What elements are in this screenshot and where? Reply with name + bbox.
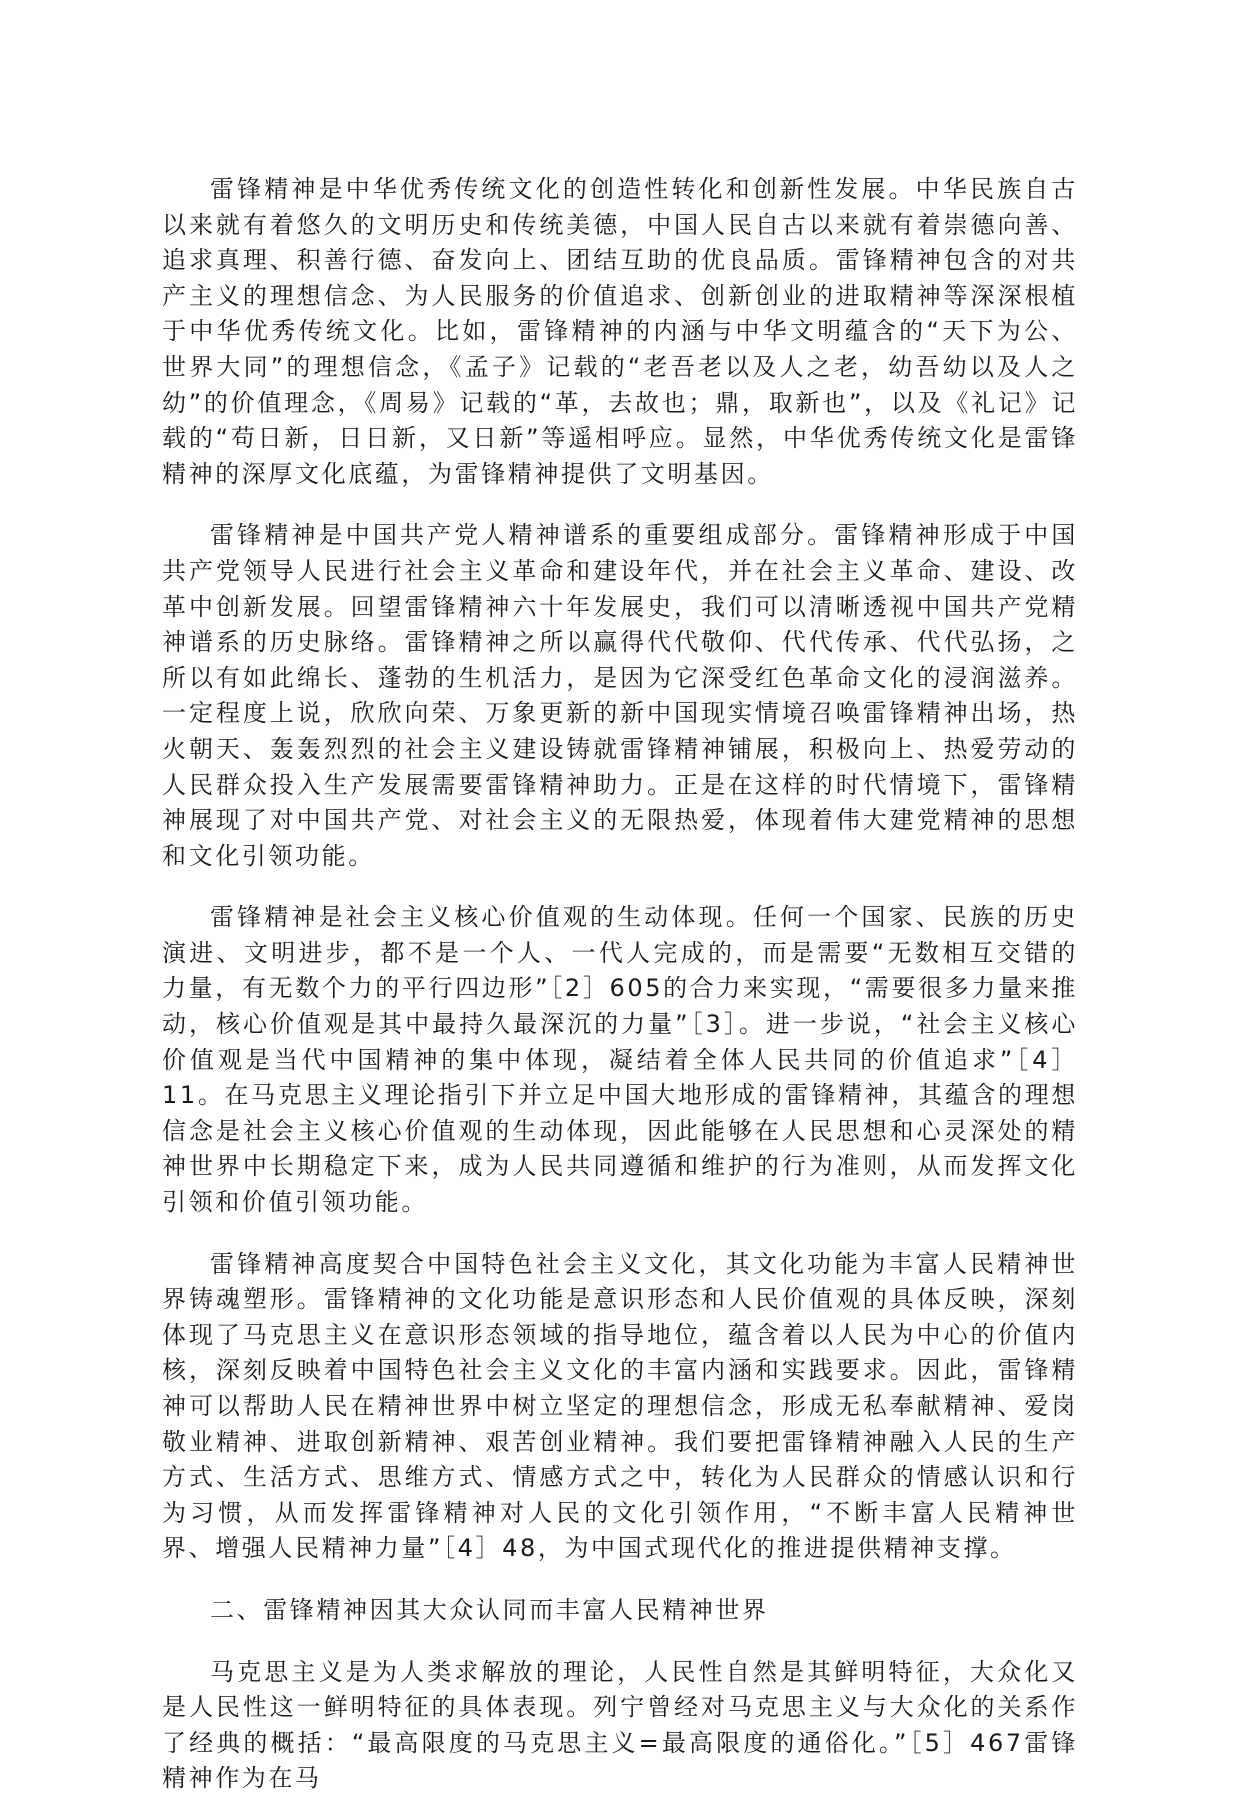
paragraph-core-values: 雷锋精神是社会主义核心价值观的生动体现。任何一个国家、民族的历史演进、文明进步，都不是一个人、一代人完成的，而是需要“无数相互交错的力量，有无数个力的平行四边形”［2］605的合力来实现，“需要很多力量来推动，核心价值观是其中最持久最深沉的力量”［3］。进一步说，“社会主义核心价值观是当代中国精神的集中体现，凝结着全体人民共同的价值追求”［4］11。在马克思主义理论指引下并立足中国大地形成的雷锋精神，其蕴含的理想信念是社会主义核心价值观的生动体现，因此能够在人民思想和心灵深处的精神世界中长期稳定下来，成为人民共同遵循和维护的行为准则，从而发挥文化引领和价值引领功能。 <box>162 903 1078 1217</box>
paragraph-party-spirit: 雷锋精神是中国共产党人精神谱系的重要组成部分。雷锋精神形成于中国共产党领导人民进行社会主义革命和建设年代，并在社会主义革命、建设、改革中创新发展。回望雷锋精神六十年发展史，我们可以清晰透视中国共产党精神谱系的历史脉络。雷锋精神之所以赢得代代敬仰、代代传承、代代弘扬，之所以有如此绵长、蓬勃的生机活力，是因为它深受红色革命文化的浸润滋养。一定程度上说，欣欣向荣、万象更新的新中国现实情境召唤雷锋精神出场，热火朝天、轰轰烈烈的社会主义建设铸就雷锋精神铺展，积极向上、热爱劳动的人民群众投入生产发展需要雷锋精神助力。正是在这样的时代情境下，雷锋精神展现了对中国共产党、对社会主义的无限热爱，体现着伟大建党精神的思想和文化引领功能。 <box>162 521 1078 870</box>
paragraph-marxism-popularization: 马克思主义是为人类求解放的理论，人民性自然是其鲜明特征，大众化又是人民性这一鲜明特征的具体表现。列宁曾经对马克思主义与大众化的关系作了经典的概括：“最高限度的马克思主义=最高限度的通俗化。”［5］467雷锋精神作为在马 <box>162 1657 1078 1793</box>
paragraph-socialist-culture: 雷锋精神高度契合中国特色社会主义文化，其文化功能为丰富人民精神世界铸魂塑形。雷锋精神的文化功能是意识形态和人民价值观的具体反映，深刻体现了马克思主义在意识形态领域的指导地位，蕴含着以人民为中心的价值内核，深刻反映着中国特色社会主义文化的丰富内涵和实践要求。因此，雷锋精神可以帮助人民在精神世界中树立坚定的理想信念，形成无私奉献精神、爱岗敬业精神、进取创新精神、艰苦创业精神。我们要把雷锋精神融入人民的生产方式、生活方式、思维方式、情感方式之中，转化为人民群众的情感认识和行为习惯，从而发挥雷锋精神对人民的文化引领作用，“不断丰富人民精神世界、增强人民精神力量”［4］48，为中国式现代化的推进提供精神支撑。 <box>162 1249 1078 1563</box>
section-heading: 二、雷锋精神因其大众认同而丰富人民精神世界 <box>210 1595 769 1624</box>
paragraph-traditional-culture: 雷锋精神是中华优秀传统文化的创造性转化和创新性发展。中华民族自古以来就有着悠久的文明历史和传统美德，中国人民自古以来就有着崇德向善、追求真理、积善行德、奋发向上、团结互助的优良品质。雷锋精神包含的对共产主义的理想信念、为人民服务的价值追求、创新创业的进取精神等深深根植于中华优秀传统文化。比如，雷锋精神的内涵与中华文明蕴含的“天下为公、世界大同”的理想信念，《孟子》记载的“老吾老以及人之老，幼吾幼以及人之幼”的价值理念，《周易》记载的“革，去故也；鼎，取新也”，以及《礼记》记载的“苟日新，日日新，又日新”等遥相呼应。显然，中华优秀传统文化是雷锋精神的深厚文化底蕴，为雷锋精神提供了文明基因。 <box>162 175 1078 488</box>
